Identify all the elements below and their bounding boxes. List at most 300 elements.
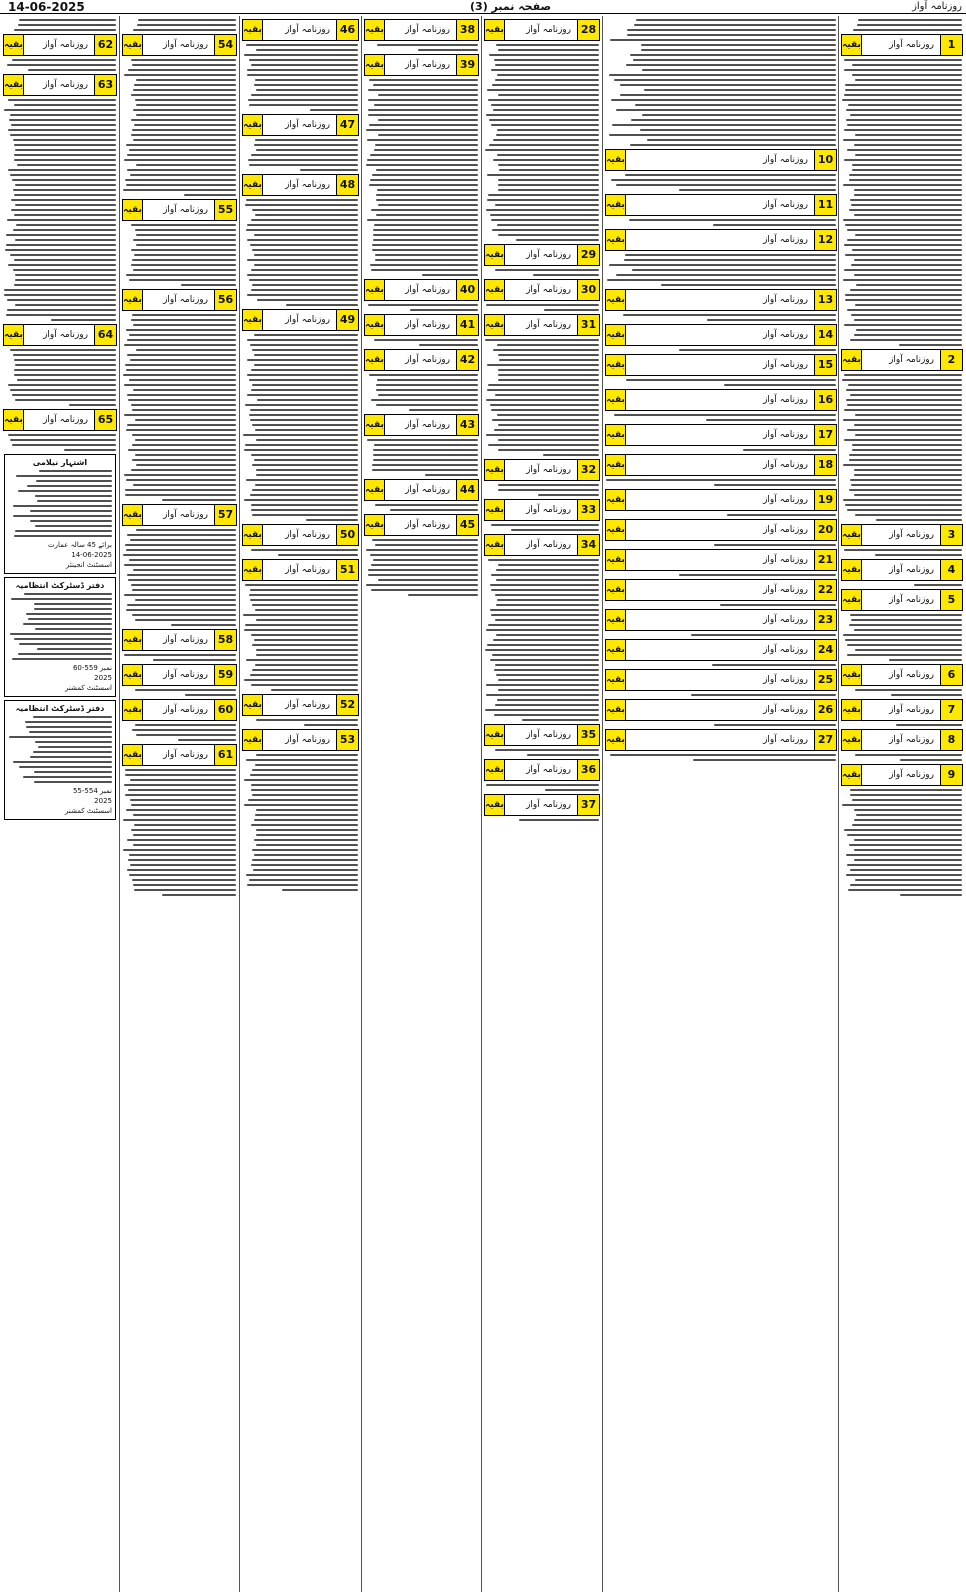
story-title: روزنامہ آواز <box>889 705 934 715</box>
story-body <box>604 414 838 421</box>
notice-line: اسسٹنٹ انجینئر <box>66 561 112 569</box>
story-number: 38 <box>456 20 478 40</box>
continued-badge: بقیہ <box>123 700 143 720</box>
story-header <box>364 54 479 76</box>
column-7 <box>2 16 118 1592</box>
story-header <box>605 229 837 251</box>
continued-badge: بقیہ <box>606 150 626 170</box>
story-title: روزنامہ آواز <box>405 355 450 365</box>
story-title: روزنامہ آواز <box>526 285 571 295</box>
story-body <box>363 539 480 596</box>
column-5 <box>241 16 360 1592</box>
story-title: روزنامہ آواز <box>526 505 571 515</box>
story-title: روزنامہ آواز <box>285 315 330 325</box>
notice-title: دفتر ڈسٹرکٹ انتظامیہ <box>15 581 105 590</box>
story-body <box>121 724 238 741</box>
story-block <box>604 389 838 421</box>
story-number: 27 <box>814 730 836 750</box>
story-number: 18 <box>814 455 836 475</box>
story-number: 3 <box>940 525 962 545</box>
column-divider <box>602 16 603 1592</box>
story-number: 34 <box>577 535 599 555</box>
continued-badge: بقیہ <box>485 315 505 335</box>
story-header <box>364 514 479 536</box>
story-number: 21 <box>814 550 836 570</box>
column-4 <box>363 16 480 1592</box>
continued-badge: بقیہ <box>606 490 626 510</box>
column-divider <box>239 16 240 1592</box>
continued-badge: بقیہ <box>485 20 505 40</box>
story-title: روزنامہ آواز <box>405 320 450 330</box>
column-divider <box>481 16 482 1592</box>
story-number: 11 <box>814 195 836 215</box>
story-block <box>483 459 601 496</box>
story-header <box>841 524 963 546</box>
story-block <box>363 279 480 311</box>
column-1 <box>840 16 964 1592</box>
continued-badge: بقیہ <box>123 630 143 650</box>
story-header <box>364 479 479 501</box>
story-block <box>840 764 964 896</box>
story-block <box>121 699 238 741</box>
story-title: روزنامہ آواز <box>763 460 808 470</box>
story-body <box>840 59 964 346</box>
story-block <box>483 794 601 821</box>
story-header <box>122 664 237 686</box>
story-header <box>364 349 479 371</box>
column-2 <box>604 16 838 1592</box>
story-title: روزنامہ آواز <box>163 40 208 50</box>
story-number: 40 <box>456 280 478 300</box>
story-header <box>605 549 837 571</box>
story-header <box>605 424 837 446</box>
story-body <box>241 719 360 726</box>
lead-text <box>121 19 238 31</box>
story-title: روزنامہ آواز <box>763 525 808 535</box>
story-header <box>484 759 600 781</box>
continued-badge: بقیہ <box>606 195 626 215</box>
story-title: روزنامہ آواز <box>889 735 934 745</box>
story-title: روزنامہ آواز <box>763 675 808 685</box>
story-block <box>241 19 360 111</box>
continued-badge: بقیہ <box>123 35 143 55</box>
continued-badge: بقیہ <box>243 560 263 580</box>
story-body <box>604 544 838 546</box>
story-title: روزنامہ آواز <box>889 770 934 780</box>
story-number: 52 <box>336 695 358 715</box>
story-body <box>840 584 964 586</box>
continued-badge: بقیہ <box>842 35 862 55</box>
story-block <box>363 19 480 51</box>
story-body <box>604 254 838 286</box>
story-block <box>241 174 360 306</box>
story-header <box>605 194 837 216</box>
story-header <box>605 729 837 751</box>
notice-line: نمبر 559-60 <box>72 664 112 672</box>
story-title: روزنامہ آواز <box>163 670 208 680</box>
story-title: روزنامہ آواز <box>763 615 808 625</box>
story-body <box>2 99 118 321</box>
story-body <box>604 574 838 576</box>
story-header <box>605 519 837 541</box>
story-body <box>840 724 964 726</box>
story-number: 59 <box>214 665 236 685</box>
continued-badge: بقیہ <box>842 730 862 750</box>
story-block <box>363 54 480 276</box>
story-block <box>604 519 838 546</box>
story-body <box>241 139 360 171</box>
story-title: روزنامہ آواز <box>163 635 208 645</box>
continued-badge: بقیہ <box>606 610 626 630</box>
story-block <box>604 324 838 351</box>
story-header <box>605 609 837 631</box>
story-block <box>604 454 838 486</box>
story-block <box>604 579 838 606</box>
story-number: 65 <box>94 410 116 430</box>
story-title: روزنامہ آواز <box>285 700 330 710</box>
continued-badge: بقیہ <box>606 455 626 475</box>
column-3 <box>483 16 601 1592</box>
story-block <box>840 729 964 761</box>
story-block <box>121 199 238 286</box>
story-number: 63 <box>94 75 116 95</box>
story-body <box>604 694 838 696</box>
story-title: روزنامہ آواز <box>405 285 450 295</box>
story-number: 19 <box>814 490 836 510</box>
story-number: 13 <box>814 290 836 310</box>
story-title: روزنامہ آواز <box>526 25 571 35</box>
story-header <box>605 289 837 311</box>
story-number: 28 <box>577 20 599 40</box>
story-title: روزنامہ آواز <box>763 395 808 405</box>
story-number: 49 <box>336 310 358 330</box>
story-header <box>242 19 359 41</box>
continued-badge: بقیہ <box>606 670 626 690</box>
story-block <box>241 524 360 556</box>
story-block <box>840 664 964 696</box>
story-number: 16 <box>814 390 836 410</box>
story-body <box>840 689 964 696</box>
story-block <box>363 414 480 476</box>
story-body <box>483 484 601 496</box>
story-header <box>484 499 600 521</box>
story-body <box>483 819 601 821</box>
story-body <box>604 314 838 321</box>
story-number: 1 <box>940 35 962 55</box>
story-block <box>840 524 964 556</box>
story-block <box>604 229 838 286</box>
story-title: روزنامہ آواز <box>526 540 571 550</box>
story-body <box>604 604 838 606</box>
story-header <box>841 729 963 751</box>
continued-badge: بقیہ <box>243 310 263 330</box>
continued-badge: بقیہ <box>365 415 385 435</box>
story-header <box>484 314 600 336</box>
story-title: روزنامہ آواز <box>43 330 88 340</box>
story-header <box>605 489 837 511</box>
story-header <box>122 504 237 526</box>
story-number: 29 <box>577 245 599 265</box>
story-number: 30 <box>577 280 599 300</box>
story-block <box>604 424 838 451</box>
story-number: 55 <box>214 200 236 220</box>
story-header <box>242 114 359 136</box>
story-title: روزنامہ آواز <box>163 750 208 760</box>
story-title: روزنامہ آواز <box>285 735 330 745</box>
continued-badge: بقیہ <box>485 535 505 555</box>
notice-line: نمبر 554-55 <box>72 787 112 795</box>
story-number: 10 <box>814 150 836 170</box>
story-number: 23 <box>814 610 836 630</box>
story-header <box>605 669 837 691</box>
story-title: روزنامہ آواز <box>763 735 808 745</box>
story-header <box>242 694 359 716</box>
story-number: 44 <box>456 480 478 500</box>
continued-badge: بقیہ <box>365 55 385 75</box>
story-body <box>604 754 838 761</box>
story-body <box>121 689 238 696</box>
story-body <box>483 339 601 456</box>
story-block <box>604 549 838 576</box>
story-block <box>2 34 118 71</box>
story-body <box>121 654 238 661</box>
story-number: 58 <box>214 630 236 650</box>
story-title: روزنامہ آواز <box>526 730 571 740</box>
story-title: روزنامہ آواز <box>163 295 208 305</box>
story-header <box>122 199 237 221</box>
continued-badge: بقیہ <box>123 505 143 525</box>
story-number: 15 <box>814 355 836 375</box>
story-header <box>122 34 237 56</box>
story-body <box>363 304 480 311</box>
column-6 <box>121 16 238 1592</box>
story-block <box>840 559 964 586</box>
story-number: 4 <box>940 560 962 580</box>
story-header <box>3 74 117 96</box>
story-body <box>483 784 601 791</box>
continued-badge: بقیہ <box>606 355 626 375</box>
story-header <box>841 559 963 581</box>
story-block <box>483 759 601 791</box>
story-title: روزنامہ آواز <box>43 80 88 90</box>
continued-badge: بقیہ <box>485 500 505 520</box>
story-number: 64 <box>94 325 116 345</box>
story-title: روزنامہ آواز <box>763 585 808 595</box>
story-header <box>484 794 600 816</box>
story-block <box>363 479 480 511</box>
continued-badge: بقیہ <box>365 315 385 335</box>
story-header <box>364 414 479 436</box>
story-title: روزنامہ آواز <box>763 645 808 655</box>
lead-text <box>2 19 118 31</box>
story-body <box>363 439 480 476</box>
story-title: روزنامہ آواز <box>526 800 571 810</box>
story-block <box>604 699 838 726</box>
story-body <box>241 549 360 556</box>
story-number: 56 <box>214 290 236 310</box>
continued-badge: بقیہ <box>606 290 626 310</box>
story-number: 43 <box>456 415 478 435</box>
story-body <box>483 304 601 311</box>
continued-badge: بقیہ <box>606 425 626 445</box>
story-title: روزنامہ آواز <box>285 25 330 35</box>
notice-title: اشتہار نیلامی <box>32 458 88 467</box>
story-title: روزنامہ آواز <box>285 530 330 540</box>
story-header <box>605 389 837 411</box>
story-block <box>604 489 838 516</box>
story-header <box>484 724 600 746</box>
story-title: روزنامہ آواز <box>43 415 88 425</box>
story-body <box>483 269 601 276</box>
story-block <box>604 149 838 191</box>
story-header <box>605 579 837 601</box>
story-header <box>605 354 837 376</box>
newspaper-name: روزنامہ آواز <box>912 1 962 12</box>
story-header <box>3 324 117 346</box>
story-title: روزنامہ آواز <box>889 355 934 365</box>
story-block <box>241 694 360 726</box>
story-body <box>483 749 601 756</box>
story-body <box>241 754 360 891</box>
story-body <box>840 754 964 761</box>
story-header <box>484 19 600 41</box>
story-header <box>242 524 359 546</box>
story-block <box>604 194 838 226</box>
story-block <box>121 289 238 501</box>
story-body <box>483 524 601 531</box>
story-body <box>2 434 118 451</box>
story-number: 45 <box>456 515 478 535</box>
story-block <box>483 244 601 276</box>
story-number: 14 <box>814 325 836 345</box>
story-title: روزنامہ آواز <box>526 765 571 775</box>
story-block <box>2 324 118 406</box>
continued-badge: بقیہ <box>243 695 263 715</box>
continued-badge: بقیہ <box>365 480 385 500</box>
story-block <box>483 534 601 721</box>
story-block <box>604 639 838 666</box>
story-body <box>604 219 838 226</box>
story-title: روزنامہ آواز <box>285 120 330 130</box>
story-body <box>363 79 480 276</box>
column-divider <box>838 16 839 1592</box>
story-title: روزنامہ آواز <box>285 180 330 190</box>
story-number: 53 <box>336 730 358 750</box>
story-number: 62 <box>94 35 116 55</box>
story-block <box>121 504 238 626</box>
notice-line: برائے 45 سالہ عمارت <box>48 541 112 549</box>
continued-badge: بقیہ <box>606 700 626 720</box>
continued-badge: بقیہ <box>485 460 505 480</box>
story-header <box>242 309 359 331</box>
continued-badge: بقیہ <box>842 700 862 720</box>
continued-badge: بقیہ <box>365 20 385 40</box>
story-body <box>604 634 838 636</box>
story-body <box>604 664 838 666</box>
story-number: 12 <box>814 230 836 250</box>
story-body <box>604 449 838 451</box>
story-block <box>840 349 964 521</box>
story-body <box>604 349 838 351</box>
column-divider <box>361 16 362 1592</box>
story-title: روزنامہ آواز <box>763 235 808 245</box>
story-block <box>121 629 238 661</box>
story-title: روزنامہ آواز <box>889 670 934 680</box>
story-block <box>840 34 964 346</box>
story-body <box>483 559 601 721</box>
story-body <box>840 374 964 521</box>
story-header <box>3 409 117 431</box>
story-body <box>840 549 964 556</box>
story-number: 22 <box>814 580 836 600</box>
story-block <box>483 19 601 241</box>
continued-badge: بقیہ <box>842 560 862 580</box>
story-number: 33 <box>577 500 599 520</box>
story-title: روزنامہ آواز <box>405 60 450 70</box>
story-header <box>122 744 237 766</box>
story-block <box>2 74 118 321</box>
story-title: روزنامہ آواز <box>763 200 808 210</box>
story-title: روزنامہ آواز <box>405 485 450 495</box>
story-number: 17 <box>814 425 836 445</box>
continued-badge: بقیہ <box>485 725 505 745</box>
story-header <box>841 764 963 786</box>
continued-badge: بقیہ <box>123 290 143 310</box>
page-header <box>0 0 966 14</box>
notice-title: دفتر ڈسٹرکٹ انتظامیہ <box>15 704 105 713</box>
continued-badge: بقیہ <box>485 280 505 300</box>
continued-badge: بقیہ <box>243 115 263 135</box>
story-block <box>483 499 601 531</box>
continued-badge: بقیہ <box>365 515 385 535</box>
story-body <box>121 769 238 896</box>
lead-text <box>604 19 838 146</box>
public-notice <box>4 454 116 574</box>
continued-badge: بقیہ <box>4 35 24 55</box>
story-header <box>484 459 600 481</box>
story-number: 39 <box>456 55 478 75</box>
continued-badge: بقیہ <box>4 75 24 95</box>
story-header <box>484 244 600 266</box>
story-block <box>363 314 480 346</box>
story-title: روزنامہ آواز <box>526 465 571 475</box>
story-title: روزنامہ آواز <box>763 705 808 715</box>
story-block <box>121 664 238 696</box>
continued-badge: بقیہ <box>606 580 626 600</box>
story-title: روزنامہ آواز <box>43 40 88 50</box>
story-number: 26 <box>814 700 836 720</box>
story-block <box>2 409 118 451</box>
story-block <box>604 729 838 761</box>
story-body <box>363 374 480 411</box>
continued-badge: بقیہ <box>4 325 24 345</box>
story-number: 24 <box>814 640 836 660</box>
story-title: روزنامہ آواز <box>763 155 808 165</box>
story-block <box>483 724 601 756</box>
story-body <box>2 349 118 406</box>
story-block <box>840 699 964 726</box>
story-header <box>364 279 479 301</box>
notice-line: 2025 <box>94 674 112 682</box>
story-body <box>483 44 601 241</box>
story-title: روزنامہ آواز <box>763 330 808 340</box>
story-header <box>242 729 359 751</box>
story-number: 20 <box>814 520 836 540</box>
story-header <box>242 559 359 581</box>
story-number: 41 <box>456 315 478 335</box>
story-number: 42 <box>456 350 478 370</box>
story-body <box>363 504 480 511</box>
